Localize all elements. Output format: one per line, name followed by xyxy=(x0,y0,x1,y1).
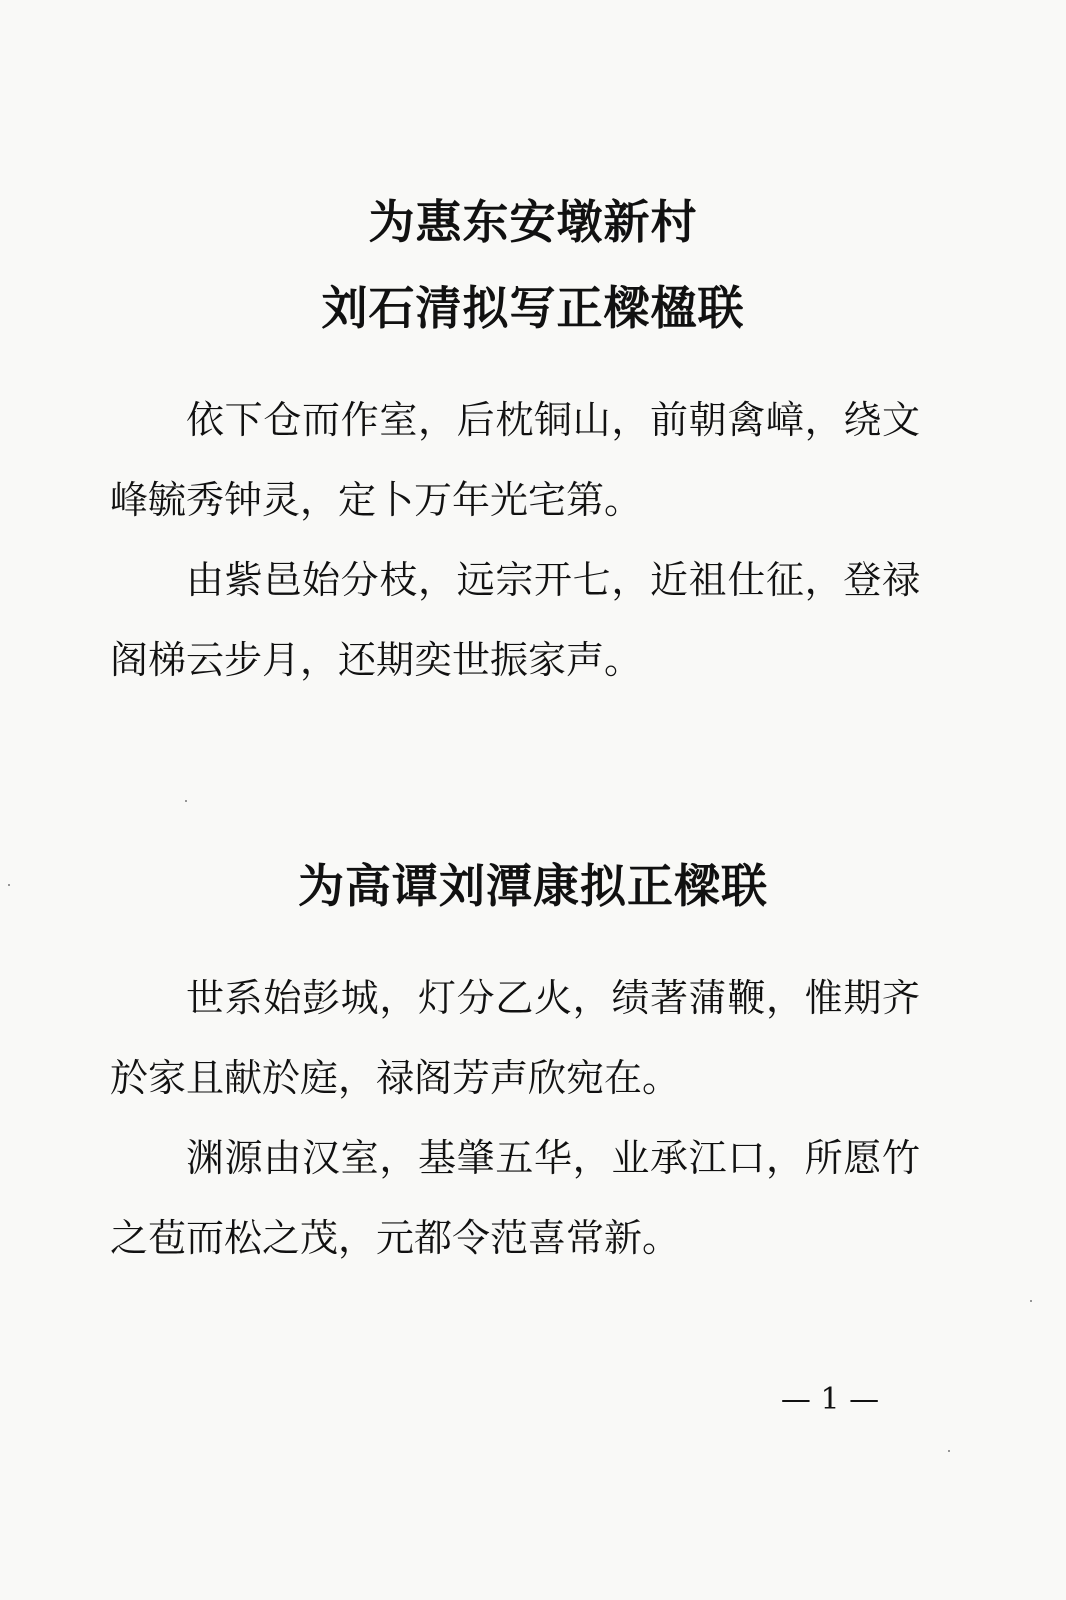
section-2-title: 为高谭刘潭康拟正樑联 xyxy=(298,859,768,913)
section-1-title-line-1: 为惠东安墩新村 xyxy=(368,195,698,249)
scan-speck xyxy=(8,884,10,886)
page-number: — 1 — xyxy=(780,1382,880,1417)
section-1-title-line-2: 刘石清拟写正樑楹联 xyxy=(321,281,745,335)
section-1-couplet-1: 依下仓而作室，后枕铜山，前朝禽嶂，绕文峰毓秀钟灵，定卜万年光宅第。 xyxy=(110,398,920,522)
scan-speck xyxy=(185,800,187,802)
section-1-couplet-2: 由紫邑始分枝，远宗开七，近祖仕征，登禄阁梯云步月，还期奕世振家声。 xyxy=(110,558,920,682)
section-2-couplet-1: 世系始彭城，灯分乙火，绩著蒲鞭，惟期齐於家且献於庭，禄阁芳声欣宛在。 xyxy=(110,976,920,1100)
section-2-couplet-2: 渊源由汉室，基肇五华，业承江口，所愿竹之苞而松之茂，元都令范喜常新。 xyxy=(110,1136,920,1260)
scan-speck xyxy=(1030,1300,1032,1302)
scan-speck xyxy=(948,1450,950,1452)
